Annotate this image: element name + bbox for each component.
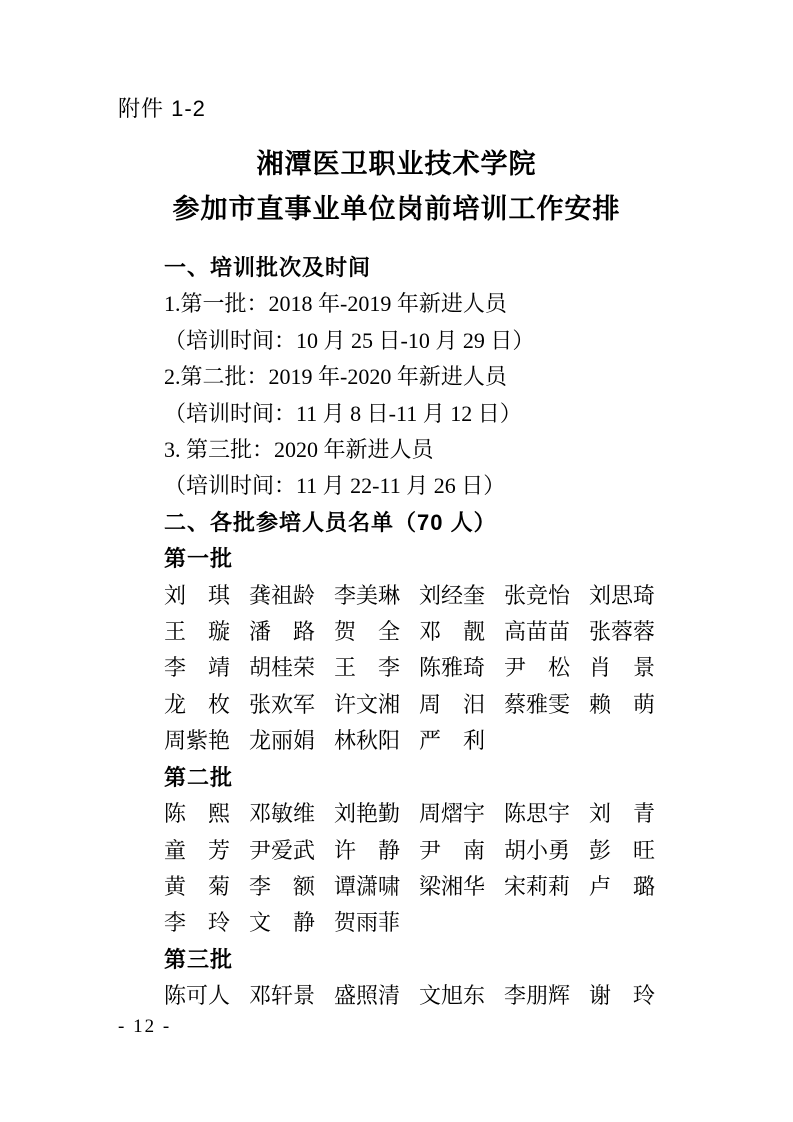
person-name: 龚祖龄	[249, 582, 316, 608]
batch-label: 第一批	[164, 546, 234, 572]
person-name: 蔡雅雯	[504, 691, 571, 717]
person-name: 卢璐	[589, 873, 655, 899]
name-row	[164, 796, 664, 832]
person-name: 王璇	[164, 619, 230, 645]
person-name: 周熠宇	[419, 801, 486, 827]
person-name: 肖景	[589, 655, 655, 681]
person-name: 周紫艳	[164, 728, 231, 754]
person-name: 童芳	[164, 837, 230, 863]
schedule-line: 2.第二批：2019 年-2020 年新进人员	[164, 364, 507, 390]
name-row	[164, 578, 664, 614]
person-name: 龙丽娟	[249, 728, 316, 754]
person-name: 张蓉蓉	[589, 619, 656, 645]
person-name: 林秋阳	[334, 728, 401, 754]
name-row	[164, 905, 664, 941]
person-name: 胡小勇	[504, 837, 571, 863]
person-name: 盛照清	[334, 983, 401, 1009]
section-schedule-heading: 一、培训批次及时间	[164, 255, 372, 280]
batch-label: 第二批	[164, 764, 234, 790]
page-number: - 12 -	[118, 1016, 172, 1037]
attachment-label: 附件 1-2	[118, 96, 206, 121]
document-title-line1: 湘潭医卫职业技术学院	[256, 149, 537, 179]
person-name: 邓靓	[419, 619, 485, 645]
person-name: 胡桂荣	[249, 655, 316, 681]
document-body	[164, 250, 664, 1015]
batch-label: 第三批	[164, 946, 234, 972]
document-title-line2: 参加市直事业单位岗前培训工作安排	[172, 194, 621, 224]
name-row	[164, 723, 664, 759]
person-name: 梁湘华	[419, 873, 486, 899]
person-name: 严利	[419, 728, 485, 754]
person-name: 李额	[249, 873, 315, 899]
person-name: 黄菊	[164, 873, 230, 899]
name-row	[164, 978, 664, 1014]
person-name: 邓轩景	[249, 983, 316, 1009]
person-name: 刘艳勤	[334, 801, 401, 827]
person-name: 宋莉莉	[504, 873, 571, 899]
person-name: 邓敏维	[249, 801, 316, 827]
person-name: 李靖	[164, 655, 230, 681]
person-name: 刘思琦	[589, 582, 656, 608]
person-name: 周汨	[419, 691, 485, 717]
name-row	[164, 687, 664, 723]
section-roster-heading: 二、各批参培人员名单（70 人）	[164, 509, 497, 535]
person-name: 许文湘	[334, 691, 401, 717]
name-row	[164, 833, 664, 869]
person-name: 高苗苗	[504, 619, 571, 645]
person-name: 李玲	[164, 910, 230, 936]
name-row	[164, 650, 664, 686]
person-name: 贺雨菲	[334, 910, 401, 936]
person-name: 李朋辉	[504, 983, 571, 1009]
person-name: 张欢军	[249, 691, 316, 717]
person-name: 李美琳	[334, 582, 401, 608]
person-name: 尹爱武	[249, 837, 316, 863]
person-name: 许静	[334, 837, 400, 863]
schedule-line: 3. 第三批：2020 年新进人员	[164, 437, 434, 463]
person-name: 文旭东	[419, 983, 486, 1009]
person-name: 谢玲	[589, 983, 655, 1009]
person-name: 刘琪	[164, 582, 230, 608]
schedule-line: （培训时间：10 月 25 日-10 月 29 日）	[164, 327, 535, 353]
schedule-line: （培训时间：11 月 22-11 月 26 日）	[164, 473, 506, 499]
person-name: 张竞怡	[504, 582, 571, 608]
person-name: 谭潇啸	[334, 873, 401, 899]
name-row	[164, 614, 664, 650]
person-name: 刘青	[589, 801, 655, 827]
person-name: 彭旺	[589, 837, 655, 863]
person-name: 龙枚	[164, 691, 230, 717]
schedule-line: （培训时间：11 月 8 日-11 月 12 日）	[164, 400, 522, 426]
person-name: 陈思宇	[504, 801, 571, 827]
schedule-line: 1.第一批：2018 年-2019 年新进人员	[164, 291, 507, 317]
person-name: 陈雅琦	[419, 655, 486, 681]
person-name: 赖萌	[589, 691, 655, 717]
person-name: 陈可人	[164, 983, 231, 1009]
person-name: 尹南	[419, 837, 485, 863]
person-name: 陈熙	[164, 801, 230, 827]
person-name: 潘路	[249, 619, 315, 645]
person-name: 尹松	[504, 655, 570, 681]
person-name: 贺全	[334, 619, 400, 645]
person-name: 文静	[249, 910, 315, 936]
name-row	[164, 869, 664, 905]
person-name: 刘经奎	[419, 582, 486, 608]
roster	[164, 541, 664, 1014]
person-name: 王李	[334, 655, 400, 681]
